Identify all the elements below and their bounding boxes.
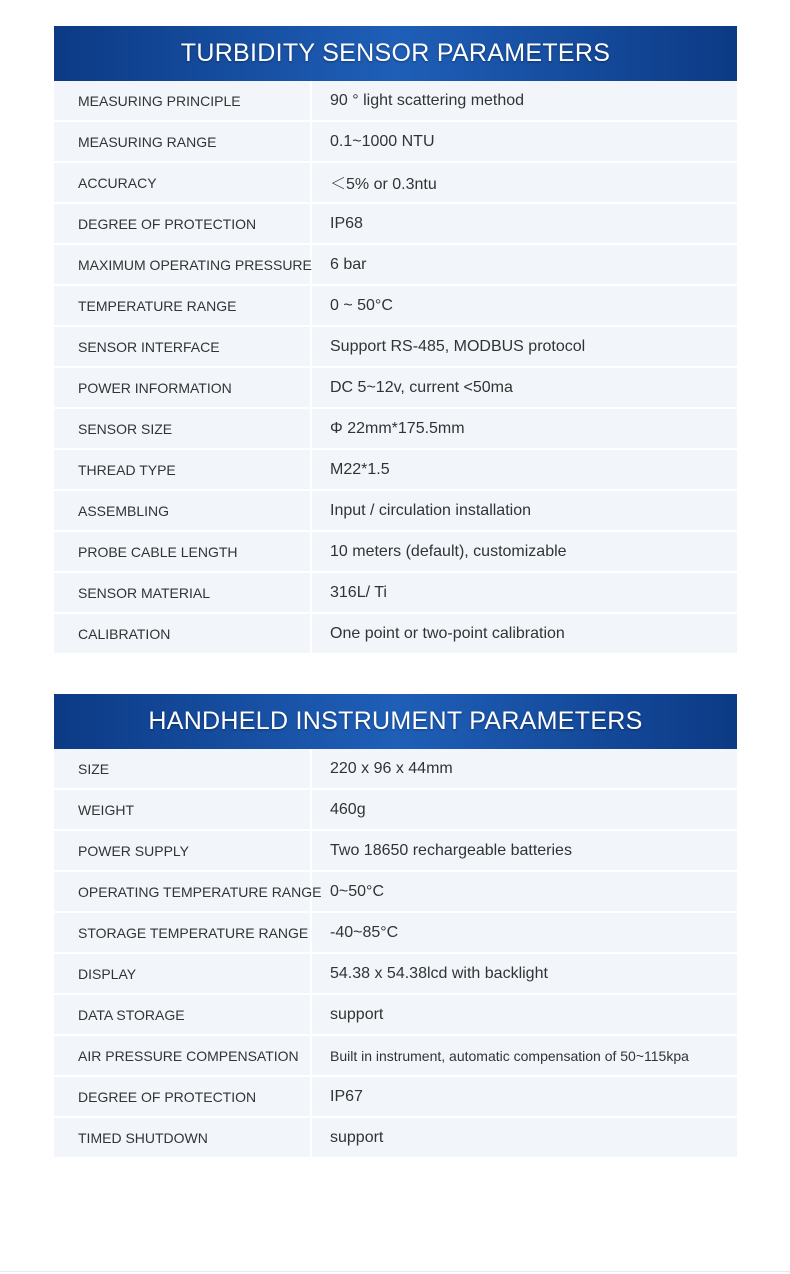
row-label: MEASURING RANGE — [54, 122, 312, 161]
row-label: POWER INFORMATION — [54, 368, 312, 407]
row-value: Two 18650 rechargeable batteries — [330, 841, 572, 859]
row-value: 316L/ Ti — [330, 583, 387, 601]
row-value: M22*1.5 — [330, 460, 390, 478]
table-row — [54, 1116, 737, 1157]
table-row — [54, 571, 737, 612]
table-row — [54, 612, 737, 653]
row-value: 54.38 x 54.38lcd with backlight — [330, 964, 548, 982]
table-row — [54, 489, 737, 530]
row-label: ACCURACY — [54, 163, 312, 202]
table-row — [54, 1075, 737, 1116]
row-label: DATA STORAGE — [54, 995, 312, 1034]
table-row — [54, 284, 737, 325]
table-row — [54, 366, 737, 407]
table-row — [54, 952, 737, 993]
table-row — [54, 993, 737, 1034]
table-row — [54, 81, 737, 120]
row-value: 460g — [330, 800, 366, 818]
row-value: Support RS-485, MODBUS protocol — [330, 337, 586, 355]
table-row — [54, 749, 737, 788]
row-label: DEGREE OF PROTECTION — [54, 1077, 312, 1116]
row-value: 220 x 96 x 44mm — [330, 759, 453, 777]
row-label: DEGREE OF PROTECTION — [54, 204, 312, 243]
table-row — [54, 911, 737, 952]
table-row — [54, 870, 737, 911]
table-row — [54, 448, 737, 489]
table-row — [54, 243, 737, 284]
row-value: One point or two-point calibration — [330, 624, 565, 642]
row-value: 0 ~ 50°C — [330, 296, 393, 314]
table-row — [54, 161, 737, 202]
row-value: support — [330, 1128, 384, 1146]
table-row — [54, 788, 737, 829]
row-label: SENSOR INTERFACE — [54, 327, 312, 366]
row-label: POWER SUPPLY — [54, 831, 312, 870]
row-label: OPERATING TEMPERATURE RANGE — [54, 872, 312, 911]
row-value: Built in instrument, automatic compensation of 50~115kpa — [330, 1047, 689, 1064]
table-row — [54, 829, 737, 870]
sensor-table-body — [54, 81, 737, 653]
row-value: ＜5% or 0.3ntu — [330, 176, 437, 193]
row-value: -40~85°C — [330, 923, 399, 941]
table-row — [54, 120, 737, 161]
row-label: MAXIMUM OPERATING PRESSURE — [54, 245, 312, 284]
row-label: CALIBRATION — [54, 614, 312, 653]
row-label: WEIGHT — [54, 790, 312, 829]
row-value: Input / circulation installation — [330, 501, 531, 519]
row-label: MEASURING PRINCIPLE — [54, 81, 312, 120]
row-label: TEMPERATURE RANGE — [54, 286, 312, 325]
row-label: AIR PRESSURE COMPENSATION — [54, 1036, 312, 1075]
table-row — [54, 407, 737, 448]
row-value: 0.1~1000 NTU — [330, 132, 435, 150]
table-row — [54, 325, 737, 366]
sensor-table-title: TURBIDITY SENSOR PARAMETERS — [54, 26, 737, 81]
row-label: STORAGE TEMPERATURE RANGE — [54, 913, 312, 952]
row-value: 0~50°C — [330, 882, 384, 900]
row-value: IP67 — [330, 1087, 363, 1105]
row-value: 10 meters (default), customizable — [330, 542, 567, 560]
row-value: IP68 — [330, 214, 363, 232]
row-label: PROBE CABLE LENGTH — [54, 532, 312, 571]
row-value: support — [330, 1005, 384, 1023]
handheld-table-title: HANDHELD INSTRUMENT PARAMETERS — [54, 694, 737, 749]
row-value: 90 ° light scattering method — [330, 91, 525, 109]
row-value: DC 5~12v, current <50ma — [330, 378, 513, 396]
table-row — [54, 1034, 737, 1075]
row-label: ASSEMBLING — [54, 491, 312, 530]
row-label: TIMED SHUTDOWN — [54, 1118, 312, 1157]
bottom-divider — [0, 1271, 790, 1272]
row-value: Φ 22mm*175.5mm — [330, 419, 465, 437]
handheld-parameters-table — [54, 694, 737, 1157]
row-label: SENSOR SIZE — [54, 409, 312, 448]
row-label: SIZE — [54, 749, 312, 788]
handheld-table-body — [54, 749, 737, 1157]
row-label: DISPLAY — [54, 954, 312, 993]
row-value: 6 bar — [330, 255, 367, 273]
sensor-parameters-table — [54, 26, 737, 653]
table-row — [54, 202, 737, 243]
row-label: SENSOR MATERIAL — [54, 573, 312, 612]
table-row — [54, 530, 737, 571]
row-label: THREAD TYPE — [54, 450, 312, 489]
